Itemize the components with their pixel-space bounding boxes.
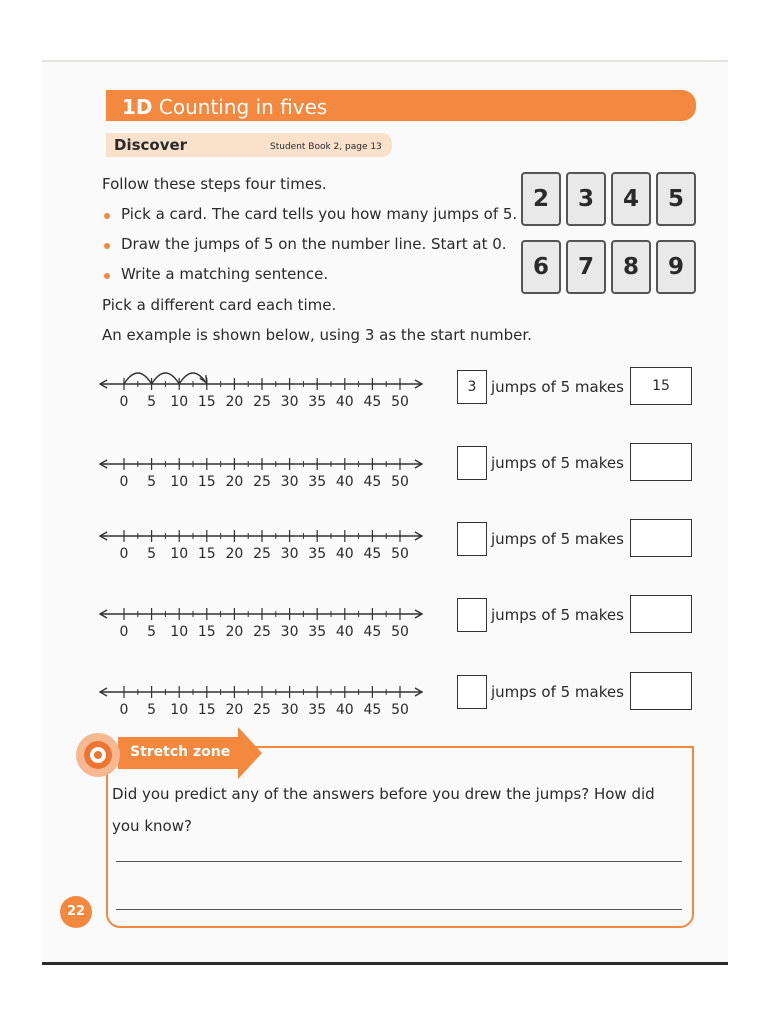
number-line[interactable] <box>98 512 428 562</box>
number-card: 2 <box>521 172 561 226</box>
tick-label: 5 <box>147 702 157 718</box>
tick-label: 40 <box>335 546 354 562</box>
tick-label: 25 <box>253 624 271 640</box>
sentence-text: jumps of 5 makes <box>491 606 624 624</box>
number-card: 9 <box>656 240 696 294</box>
tick-label: 50 <box>391 702 409 718</box>
tick-label: 10 <box>170 474 189 490</box>
number-card: 5 <box>656 172 696 226</box>
number-line[interactable] <box>98 590 428 640</box>
tick-label: 35 <box>308 474 327 490</box>
tick-label: 15 <box>197 474 216 490</box>
tick-label: 15 <box>197 702 216 718</box>
tick-label: 50 <box>391 624 409 640</box>
lesson-code: 1D <box>122 95 153 119</box>
tick-label: 25 <box>253 394 271 410</box>
tick-label: 35 <box>308 702 327 718</box>
tick-label: 25 <box>253 546 271 562</box>
tick-label: 0 <box>119 624 129 640</box>
sentence-text: jumps of 5 makes <box>491 530 624 548</box>
instruction-step-2: Draw the jumps of 5 on the number line. Start at 0. <box>121 235 507 253</box>
tick-label: 20 <box>225 394 244 410</box>
number-line[interactable] <box>98 668 428 718</box>
jumps-answer-box[interactable]: 3 <box>457 370 487 404</box>
tick-label: 0 <box>119 474 129 490</box>
stretch-zone-label: Stretch zone <box>130 744 231 760</box>
result-answer-box[interactable]: 15 <box>630 367 692 405</box>
jumps-answer-box[interactable] <box>457 675 487 709</box>
tick-label: 10 <box>170 624 189 640</box>
tick-label: 20 <box>225 474 244 490</box>
tick-label: 40 <box>335 702 354 718</box>
tick-label: 50 <box>391 394 409 410</box>
stretch-question: Did you predict any of the answers before you drew the jumps? How did you know? <box>112 785 655 835</box>
tick-label: 10 <box>170 394 189 410</box>
tick-label: 45 <box>363 624 382 640</box>
tick-label: 50 <box>391 474 409 490</box>
tick-label: 0 <box>119 702 129 718</box>
jumps-answer-box[interactable] <box>457 598 487 632</box>
jumps-answer-box[interactable] <box>457 446 487 480</box>
instruction-note-2: An example is shown below, using 3 as the start number. <box>102 326 532 344</box>
instruction-note-1: Pick a different card each time. <box>102 296 337 314</box>
tick-label: 35 <box>308 394 327 410</box>
result-answer-box[interactable] <box>630 443 692 481</box>
tick-label: 30 <box>280 624 299 640</box>
bullet-icon <box>104 213 110 219</box>
result-answer-box[interactable] <box>630 519 692 557</box>
page-number: 22 <box>60 896 92 928</box>
tick-label: 45 <box>363 546 382 562</box>
tick-label: 10 <box>170 702 189 718</box>
tick-label: 15 <box>197 624 216 640</box>
instruction-step-3: Write a matching sentence. <box>121 265 329 283</box>
page-title <box>122 95 327 119</box>
tick-label: 0 <box>119 394 129 410</box>
discover-label: Discover <box>114 136 188 154</box>
bullet-icon <box>104 273 110 279</box>
tick-label: 5 <box>147 546 157 562</box>
number-card: 6 <box>521 240 561 294</box>
tick-label: 35 <box>308 624 327 640</box>
sentence-text: jumps of 5 makes <box>491 454 624 472</box>
tick-label: 5 <box>147 394 157 410</box>
sentence-text: jumps of 5 makes <box>491 683 624 701</box>
number-line[interactable] <box>98 360 428 410</box>
result-answer-box[interactable] <box>630 672 692 710</box>
tick-label: 45 <box>363 394 382 410</box>
number-card: 4 <box>611 172 651 226</box>
answer-line[interactable] <box>116 861 682 862</box>
tick-label: 0 <box>119 546 129 562</box>
tick-label: 30 <box>280 546 299 562</box>
tick-label: 35 <box>308 546 327 562</box>
tick-label: 20 <box>225 624 244 640</box>
lesson-title: Counting in fives <box>158 95 328 119</box>
tick-label: 30 <box>280 474 299 490</box>
target-icon <box>76 733 120 777</box>
instruction-step-1: Pick a card. The card tells you how many jumps of 5. <box>121 205 518 223</box>
bullet-icon <box>104 243 110 249</box>
number-card: 3 <box>566 172 606 226</box>
jumps-answer-box[interactable] <box>457 522 487 556</box>
tick-label: 40 <box>335 474 354 490</box>
tick-label: 30 <box>280 394 299 410</box>
tick-label: 20 <box>225 546 244 562</box>
tick-label: 15 <box>197 394 216 410</box>
tick-label: 5 <box>147 624 157 640</box>
tick-label: 45 <box>363 474 382 490</box>
tick-label: 15 <box>197 546 216 562</box>
book-reference: Student Book 2, page 13 <box>270 142 382 152</box>
result-answer-box[interactable] <box>630 595 692 633</box>
tick-label: 50 <box>391 546 409 562</box>
tick-label: 20 <box>225 702 244 718</box>
tick-label: 25 <box>253 474 271 490</box>
answer-line[interactable] <box>116 909 682 910</box>
sentence-text: jumps of 5 makes <box>491 378 624 396</box>
number-card: 7 <box>566 240 606 294</box>
tick-label: 30 <box>280 702 299 718</box>
tick-label: 40 <box>335 624 354 640</box>
tick-label: 45 <box>363 702 382 718</box>
tick-label: 10 <box>170 546 189 562</box>
tick-label: 25 <box>253 702 271 718</box>
tick-label: 5 <box>147 474 157 490</box>
tick-label: 40 <box>335 394 354 410</box>
instructions-intro: Follow these steps four times. <box>102 175 327 193</box>
number-card: 8 <box>611 240 651 294</box>
stretch-zone-arrow-icon <box>238 727 262 779</box>
number-line[interactable] <box>98 440 428 490</box>
